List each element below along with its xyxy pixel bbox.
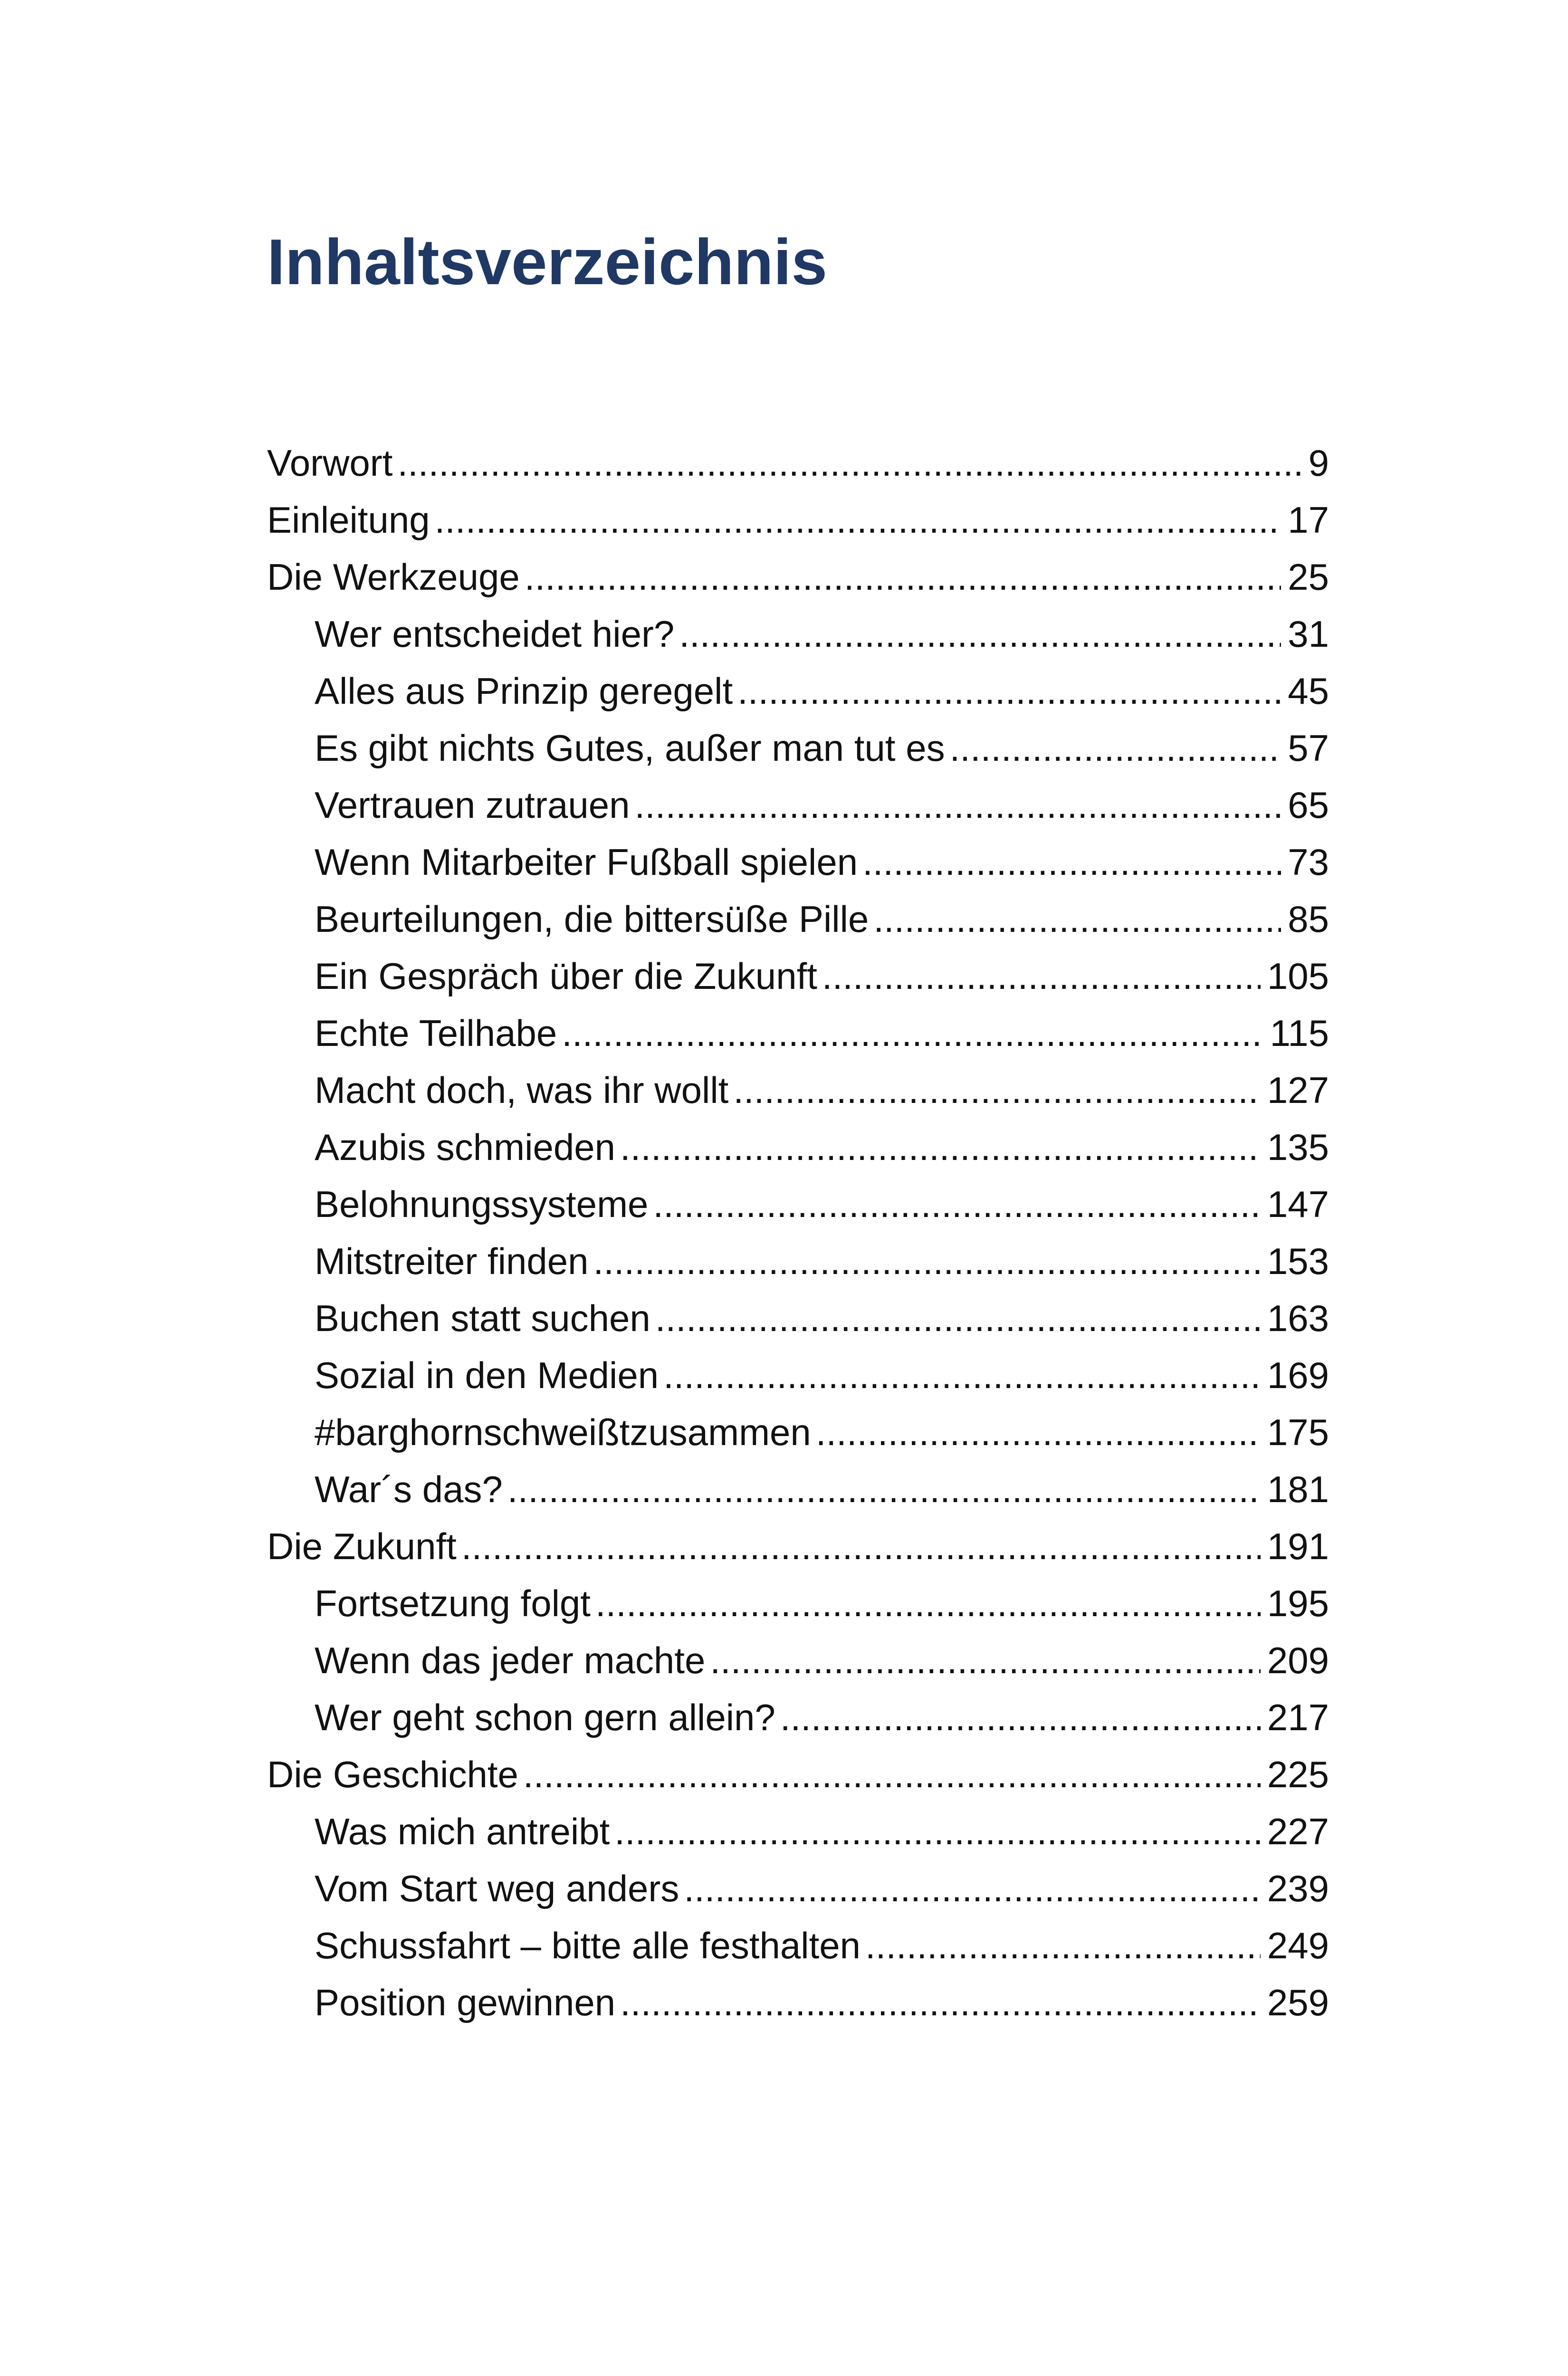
toc-entry (267, 1860, 1329, 1917)
toc-entry (267, 1575, 1329, 1632)
toc-page-number: 175 (1267, 1411, 1329, 1453)
toc-entry (267, 1974, 1329, 2031)
toc-entry (267, 776, 1329, 834)
toc-entry (267, 491, 1329, 548)
toc-page-number: 217 (1267, 1696, 1329, 1738)
toc-page-number: 181 (1267, 1468, 1329, 1510)
toc-entry-label: Position gewinnen (315, 1982, 616, 2023)
toc-dot-leader (593, 1233, 1261, 1290)
toc-dot-leader (679, 605, 1281, 662)
toc-dot-leader (620, 1119, 1261, 1176)
toc-entry (267, 1290, 1329, 1347)
toc-dot-leader (862, 834, 1281, 891)
toc-entry (267, 1632, 1329, 1689)
toc-entry-label: Vom Start weg anders (315, 1868, 679, 1909)
toc-dot-leader (595, 1575, 1261, 1632)
toc-entry-label: Alles aus Prinzip geregelt (315, 670, 733, 712)
toc-dot-leader (634, 776, 1281, 834)
toc-entry-label: Mitstreiter finden (315, 1240, 589, 1282)
toc-entry-label: Echte Teilhabe (315, 1012, 557, 1054)
toc-page-number: 191 (1267, 1525, 1329, 1567)
toc-dot-leader (873, 891, 1281, 948)
toc-entry-label: Beurteilungen, die bittersüße Pille (315, 898, 869, 940)
toc-dot-leader (733, 1062, 1261, 1119)
toc-entry (267, 434, 1329, 491)
toc-entry (267, 1176, 1329, 1233)
toc-entry-label: Fortsetzung folgt (315, 1582, 591, 1624)
toc-entry-label: Vertrauen zutrauen (315, 784, 630, 826)
toc-page-number: 225 (1267, 1753, 1329, 1795)
toc-entry-label: Buchen statt suchen (315, 1297, 650, 1339)
toc-dot-leader (525, 548, 1281, 605)
toc-dot-leader (523, 1746, 1261, 1803)
toc-page-number: 195 (1267, 1582, 1329, 1624)
toc-entry-label: Macht doch, was ihr wollt (315, 1069, 729, 1111)
toc-page-number: 17 (1288, 499, 1329, 541)
toc-entry-label: Wenn das jeder machte (315, 1639, 706, 1681)
toc-page-number: 57 (1288, 727, 1329, 769)
toc-page-number: 209 (1267, 1639, 1329, 1681)
toc-entry-label: Azubis schmieden (315, 1126, 615, 1168)
toc-entry (267, 948, 1329, 1005)
toc-dot-leader (435, 491, 1281, 548)
toc-page-number: 65 (1288, 784, 1329, 826)
toc-dot-leader (507, 1461, 1261, 1518)
toc-dot-leader (614, 1803, 1261, 1860)
toc-entry-label: Vorwort (267, 442, 393, 484)
toc-entry-label: Belohnungssysteme (315, 1183, 649, 1225)
toc-dot-leader (737, 662, 1281, 719)
toc-entry-label: Schussfahrt – bitte alle festhalten (315, 1925, 861, 1966)
toc-page-number: 45 (1288, 670, 1329, 712)
toc-dot-leader (865, 1917, 1261, 1974)
toc-page-number: 73 (1288, 841, 1329, 883)
toc-entry (267, 662, 1329, 719)
toc-dot-leader (684, 1860, 1260, 1917)
toc-entry (267, 891, 1329, 948)
toc-entry-label: Die Zukunft (267, 1525, 457, 1567)
toc-page-number: 135 (1267, 1126, 1329, 1168)
toc-entry-label: Die Geschichte (267, 1753, 518, 1795)
toc-dot-leader (780, 1689, 1261, 1746)
toc-entry (267, 1062, 1329, 1119)
toc-page-number: 227 (1267, 1811, 1329, 1852)
toc-dot-leader (710, 1632, 1261, 1689)
toc-dot-leader (461, 1518, 1261, 1575)
toc-dot-leader (653, 1176, 1260, 1233)
toc-entry (267, 605, 1329, 662)
toc-entry-label: War´s das? (315, 1468, 503, 1510)
toc-dot-leader (655, 1290, 1261, 1347)
toc-entry (267, 1233, 1329, 1290)
toc-entry (267, 1347, 1329, 1404)
toc-entry-label: Was mich antreibt (315, 1811, 610, 1852)
toc-page-number: 259 (1267, 1982, 1329, 2023)
toc-entry (267, 1404, 1329, 1461)
toc-entry-label: Es gibt nichts Gutes, außer man tut es (315, 727, 945, 769)
toc-dot-leader (950, 719, 1281, 776)
toc-entry (267, 719, 1329, 776)
toc-entry (267, 1917, 1329, 1974)
toc-dot-leader (663, 1347, 1261, 1404)
toc-entry-label: Ein Gespräch über die Zukunft (315, 955, 817, 997)
toc-dot-leader (562, 1005, 1263, 1062)
toc-entry (267, 1005, 1329, 1062)
toc-entry (267, 1461, 1329, 1518)
toc-page-number: 25 (1288, 556, 1329, 598)
toc-entry-label: Wer entscheidet hier? (315, 613, 675, 655)
toc-entry-label: Wer geht schon gern allein? (315, 1696, 775, 1738)
toc-page-number: 127 (1267, 1069, 1329, 1111)
toc-entry (267, 1518, 1329, 1575)
toc-page-number: 9 (1308, 442, 1329, 484)
toc-entry (267, 1119, 1329, 1176)
toc-page-number: 115 (1270, 1012, 1329, 1054)
toc-entry-label: Die Werkzeuge (267, 556, 520, 598)
toc-entry (267, 548, 1329, 605)
toc-entry-label: #barghornschweißtzusammen (315, 1411, 811, 1453)
toc-page-number: 85 (1288, 898, 1329, 940)
page-title: Inhaltsverzeichnis (267, 226, 828, 298)
toc-dot-leader (397, 434, 1301, 491)
table-of-contents (267, 434, 1329, 2031)
toc-page-number: 169 (1267, 1354, 1329, 1396)
toc-page-number: 31 (1288, 613, 1329, 655)
toc-dot-leader (822, 948, 1261, 1005)
toc-page-number: 249 (1267, 1925, 1329, 1966)
toc-dot-leader (620, 1974, 1261, 2031)
toc-entry (267, 1746, 1329, 1803)
toc-page-number: 163 (1267, 1297, 1329, 1339)
toc-page-number: 147 (1267, 1183, 1329, 1225)
toc-entry-label: Einleitung (267, 499, 430, 541)
toc-dot-leader (816, 1404, 1261, 1461)
toc-entry-label: Sozial in den Medien (315, 1354, 659, 1396)
toc-page-number: 105 (1267, 955, 1329, 997)
toc-page-number: 153 (1267, 1240, 1329, 1282)
toc-entry (267, 1803, 1329, 1860)
toc-entry-label: Wenn Mitarbeiter Fußball spielen (315, 841, 858, 883)
toc-page-number: 239 (1267, 1868, 1329, 1909)
toc-entry (267, 1689, 1329, 1746)
toc-entry (267, 834, 1329, 891)
